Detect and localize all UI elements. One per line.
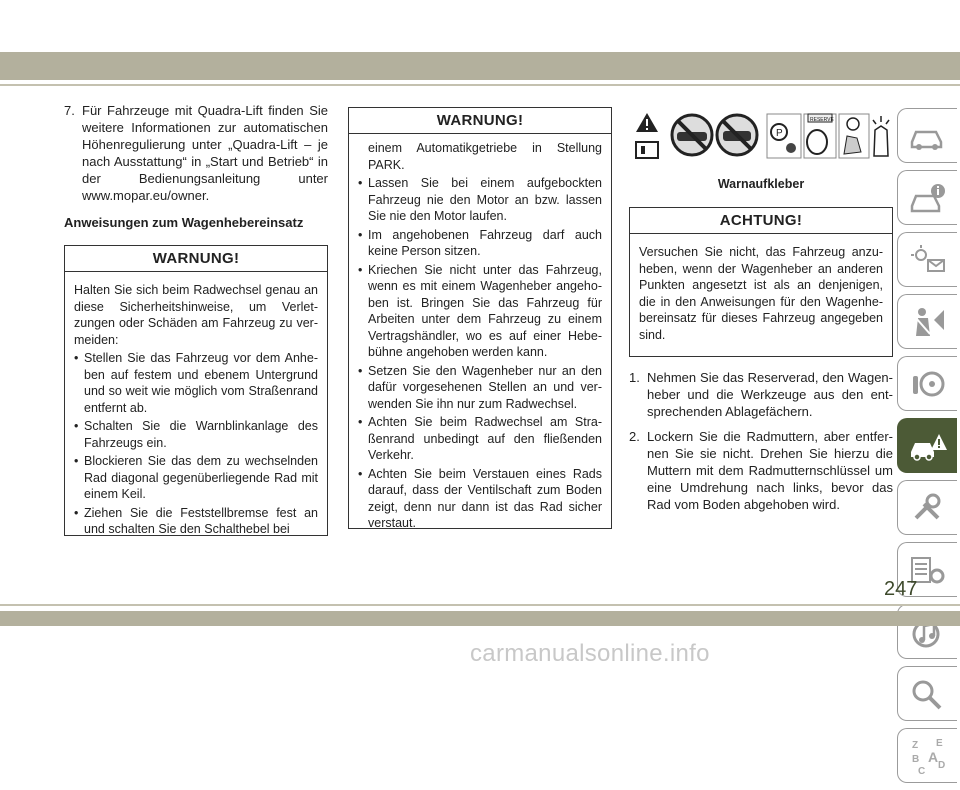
warning-bullet: • Schalten Sie die Warnblinkanlage des Fahrzeugs ein. <box>74 418 318 451</box>
list-text: Für Fahrzeuge mit Quadra-Lift finden Sie weitere Informationen zur automatischen Höhenregulierung unter „Quadra-Lift – je nach Ausstattung“ in „Start und Betrieb“ in der Bedienungsanleitung unter www.mopar.eu/owner. <box>82 103 328 203</box>
jack-point-icon <box>839 114 869 158</box>
tab-car-info-i[interactable] <box>897 170 957 225</box>
section-heading: Anweisungen zum Wagenhebereinsatz <box>64 215 304 230</box>
tab-search[interactable] <box>897 666 957 721</box>
warning-bullet: • Achten Sie beim Radwechsel am Straßenrand unbedingt auf den fließenden Verkehr. <box>358 414 602 464</box>
svg-text:RESERVE: RESERVE <box>810 117 834 123</box>
svg-text:C: C <box>917 765 925 776</box>
column-3 <box>629 108 893 521</box>
warning-sticker-graphic <box>629 108 893 170</box>
seatbelt-airbag-icon <box>908 306 948 338</box>
caution-body: Versuchen Sie nicht, das Fahrzeug anzuheben, wenn der Wagenheber an anderen Punkten angesetzt ist als an denjenigen, die in den Anweisungen für den Wagenhebereinsatz für dieses Fahrzeug angegeben sind. <box>639 245 883 342</box>
car-info-icon <box>908 120 948 152</box>
warning-bullet: • Setzen Sie den Wagenheber nur an den dafür vorgesehenen Stellen an und verwenden Sie ihn nur zum Radwechsel. <box>358 363 602 413</box>
list-number: 2. <box>629 429 640 444</box>
step-list <box>629 369 893 513</box>
list-item <box>629 369 893 420</box>
footer-band <box>0 611 960 626</box>
tab-maintenance[interactable] <box>897 480 957 535</box>
warning-bullet: • Lassen Sie bei einem aufgebockten Fahrzeug nie den Motor an bzw. lassen Sie nie den Motor laufen. <box>358 175 602 225</box>
page-number: 247 <box>884 578 918 600</box>
warning-continuation: einem Automatikgetriebe in Stellung PARK. <box>368 141 602 172</box>
warning-bullet: • Kriechen Sie nicht unter das Fahrzeug, wenn es mit einem Wagenheber angehoben ist. Bringen Sie das Fahrzeug für Arbeiten unter dem Fahrzeug zu einem Vertragshändler, wo es auf einer Hebebühne angehoben werden kann. <box>358 262 602 361</box>
caution-title: ACHTUNG! <box>630 208 892 234</box>
hazard-car-icon <box>908 430 948 462</box>
spare-tire-icon <box>804 114 836 158</box>
warning-triangle-icon <box>636 113 658 132</box>
warning-intro: Halten Sie sich beim Radwechsel genau an diese Sicherheitshinweise, um Verletzungen oder Schäden am Fahrzeug zu vermeiden: <box>74 283 318 347</box>
list-number: 7. <box>64 103 75 118</box>
tab-hazard-car[interactable] <box>897 418 957 473</box>
header-rule <box>0 84 960 86</box>
svg-text:P: P <box>776 128 783 139</box>
wrench-maintenance-icon <box>908 492 948 524</box>
car-info-i-icon <box>908 182 948 214</box>
list-item-7 <box>64 102 328 204</box>
watermark: carmanualsonline.info <box>470 640 710 667</box>
tab-index[interactable] <box>897 728 957 783</box>
hand-pointer-icon <box>873 116 889 156</box>
warning-title: WARNUNG! <box>65 246 327 272</box>
parking-hazard-icon <box>767 114 801 158</box>
footer-rule <box>0 604 960 606</box>
warning-title: WARNUNG! <box>349 108 611 134</box>
list-text: Lockern Sie die Radmuttern, aber entfernen Sie sie nicht. Drehen Sie hierzu die Muttern mit dem Radmutternschlüssel um eine Umdrehung nach links, bevor das Rad vom Boden abgehoben wird. <box>647 429 893 512</box>
manual-book-icon <box>636 142 658 158</box>
image-caption: Warnaufkleber <box>717 177 805 191</box>
svg-text:Z: Z <box>911 739 918 751</box>
warning-sticker-image <box>629 108 893 170</box>
list-item <box>629 428 893 513</box>
dashboard-lights-icon <box>908 244 948 276</box>
warning-box-1 <box>64 245 328 536</box>
list-text: Nehmen Sie das Reserverad, den Wagenheber und die Werkzeuge aus den entsprechenden Ablagefächern. <box>647 370 893 419</box>
no-person-under-car-icon <box>672 115 712 155</box>
header-band <box>0 52 960 80</box>
warning-bullet: • Achten Sie beim Verstauen eines Rads darauf, dass der Ventilschaft zum Boden zeigt, denn nur dann ist das Rad sicher verstaut. <box>358 466 602 532</box>
svg-text:E: E <box>935 737 943 749</box>
column-1 <box>64 102 328 536</box>
warning-bullet: • Blockieren Sie das dem zu wechselnden Rad diagonal gegenüberliegende Rad mit einem Keil. <box>74 453 318 503</box>
warning-bullet: • Im angehobenen Fahrzeug darf auch keine Person sitzen. <box>358 227 602 260</box>
svg-text:A: A <box>927 748 938 765</box>
svg-text:B: B <box>911 753 919 765</box>
list-number: 1. <box>629 370 640 385</box>
warning-body <box>65 272 327 550</box>
search-magnifier-icon <box>908 678 948 710</box>
caution-box <box>629 207 893 357</box>
tab-seatbelt-airbag[interactable] <box>897 294 957 349</box>
warning-bullet: • Ziehen Sie die Feststellbremse fest an und schalten Sie den Schalthebel bei <box>74 505 318 538</box>
language-index-icon <box>908 736 948 776</box>
column-2 <box>348 107 612 529</box>
no-engine-running-icon <box>717 115 757 155</box>
tab-car-info[interactable] <box>897 108 957 163</box>
chapter-tabs <box>897 108 957 790</box>
warning-box-2 <box>348 107 612 529</box>
tab-steering-key[interactable] <box>897 356 957 411</box>
warning-body <box>349 134 611 544</box>
tab-dashboard-lights[interactable] <box>897 232 957 287</box>
warning-bullet: • Stellen Sie das Fahrzeug vor dem Anheben auf festem und ebenem Untergrund und so weit wie möglich vom Straßenrand entfernt ab. <box>74 350 318 416</box>
svg-text:D: D <box>937 759 945 771</box>
steering-key-icon <box>908 368 948 400</box>
